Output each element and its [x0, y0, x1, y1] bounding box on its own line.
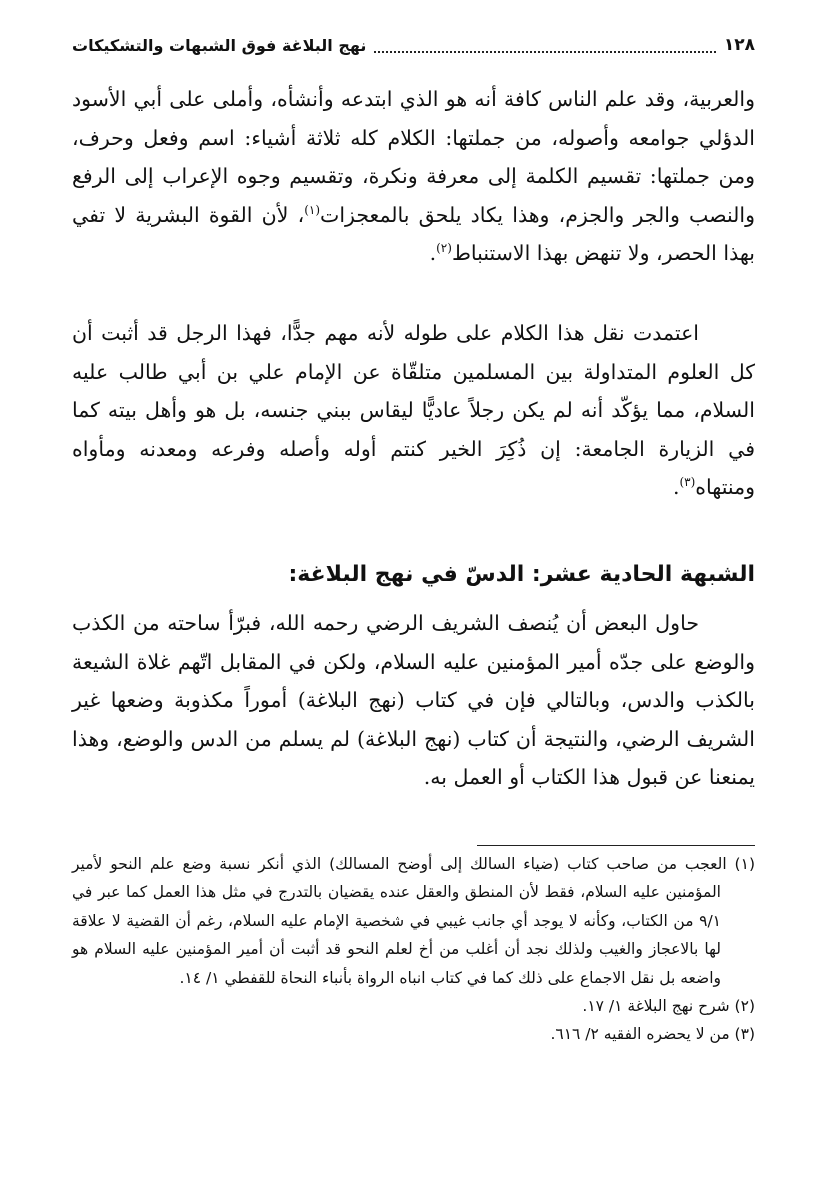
page-number: ١٢٨ — [723, 35, 755, 55]
running-header — [72, 30, 755, 60]
paragraph-1 — [72, 80, 755, 273]
paragraph-1-tail: ، لأن القوة البشرية لا تفي بهذا الحصر، ولا تنهض بهذا الاستنباط — [72, 202, 755, 266]
footnote-2: (٢) شرح نهج البلاغة ١/ ١٧. — [582, 997, 755, 1016]
footnotes — [72, 850, 755, 1049]
paragraph-2-end: . — [672, 475, 680, 500]
running-title: نهج البلاغة فوق الشبهات والتشكيكات — [72, 35, 367, 55]
paragraph-3: حاول البعض أن يُنصف الشريف الرضي رحمه الله، فبرّأ ساحته من الكذب والوضع على جدّه أمير المؤمنين عليه السلام، ولكن في المقابل اتّهم غلاة الشيعة بالكذب والدس، وبالتالي فإن في كتاب (نهج البلاغة) أموراً مكذوبة وضعها غير الشريف الرضي، والنتيجة أن كتاب (نهج البلاغة) لم يسلم من الدس والوضع، وهذا يمنعنا عن قبول هذا الكتاب أو العمل به. — [72, 611, 755, 790]
paragraph-1-text: والعربية، وقد علم الناس كافة أنه هو الذي ابتدعه وأنشأه، وأملى على أبي الأسود الدؤلي جوامعه وأصوله، من جملتها: الكلام كله ثلاثة أشياء: اسم وفعل وحرف، ومن جملتها: تقسيم الكلمة إلى معرفة ونكرة، وتقسيم وجوه الإعراب إلى الرفع والنصب والجر والجزم، وهذا يكاد يلحق بالمعجزات — [72, 87, 755, 227]
footnote-ref-3[interactable]: (٣) — [679, 475, 696, 490]
footnote-ref-1[interactable]: (١) — [304, 202, 321, 217]
footnote-1: (١) العجب من صاحب كتاب (ضياء السالك إلى أوضح المسالك) الذي أنكر نسبة وضع علم النحو لأمير المؤمنين عليه السلام، فقط لأن المنطق والعقل عنده يقضيان بالتدرج في مثل هذا العمل كما عبر في ٩/١ من الكتاب، وكأنه لا يوجد أي جانب غيبي في شخصية الإمام عليه السلام، رغم أن القضية لا علاقة لها بالاعجاز والغيب ولذلك نجد أن أغلب من أخ لعلم النحو قد أثبت أن أمير المؤمنين عليه السلام هو واضعه بل نقل الاجماع على ذلك كما في كتاب انباه الرواة بأنباء النحاة للقفطي ١/ ١٤. — [72, 855, 755, 987]
paragraph-2 — [72, 314, 755, 507]
footnote-ref-2[interactable]: (٢) — [436, 241, 452, 256]
footnote-divider — [477, 845, 755, 846]
footnote-3: (٣) من لا يحضره الفقيه ٢/ ٦١٦. — [550, 1025, 755, 1044]
paragraph-2-text: اعتمدت نقل هذا الكلام على طوله لأنه مهم جدًّا، فهذا الرجل قد أثبت أن كل العلوم المتداولة بين المسلمين متلقّاة عن الإمام علي بن أبي طالب عليه السلام، مما يؤكّد أنه لم يكن رجلاً عاديًّا ليقاس ببني جنسه، بل هو وأهل بيته كما في الزيارة الجامعة: إن ذُكِرَ الخير كنتم أوله وأصله وفرعه ومعدنه ومأواه ومنتهاه — [72, 321, 755, 500]
section-heading: الشبهة الحادية عشر: الدسّ في نهج البلاغة: — [288, 562, 755, 587]
header-dot-leader — [374, 37, 715, 53]
paragraph-1-end: . — [429, 241, 437, 266]
